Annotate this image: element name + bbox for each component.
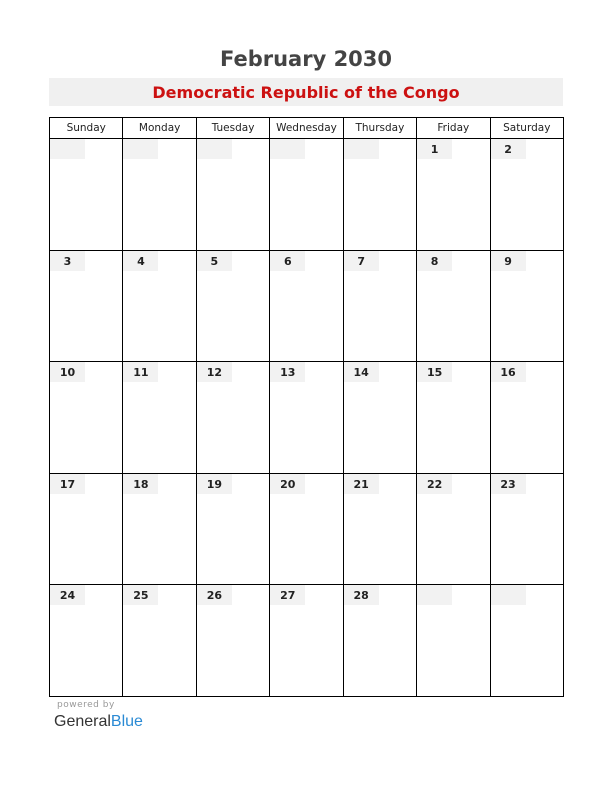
day-cell	[343, 139, 416, 251]
day-cell	[270, 362, 343, 474]
logo-general-text: General	[54, 713, 111, 730]
day-number	[50, 139, 85, 159]
weekday-thursday: Thursday	[343, 118, 416, 139]
day-cell	[50, 362, 123, 474]
day-number: 19	[197, 474, 232, 494]
day-cell	[343, 362, 416, 474]
day-cell	[50, 139, 123, 251]
country-banner: Democratic Republic of the Congo	[49, 78, 563, 106]
day-number: 7	[344, 251, 379, 271]
week-row	[50, 585, 564, 697]
generalblue-logo[interactable]	[54, 713, 143, 731]
day-cell	[50, 473, 123, 585]
day-cell	[270, 139, 343, 251]
day-number: 27	[270, 585, 305, 605]
day-number: 11	[123, 362, 158, 382]
logo-blue-text: Blue	[110, 713, 143, 730]
day-cell	[343, 585, 416, 697]
day-cell	[417, 362, 490, 474]
day-number: 10	[50, 362, 85, 382]
day-number	[344, 139, 379, 159]
weekday-friday: Friday	[417, 118, 490, 139]
weekday-saturday: Saturday	[490, 118, 563, 139]
weekday-header-row	[50, 118, 564, 139]
day-cell	[270, 473, 343, 585]
day-number: 28	[344, 585, 379, 605]
day-number: 6	[270, 251, 305, 271]
day-number: 2	[491, 139, 526, 159]
day-cell	[417, 139, 490, 251]
day-number: 3	[50, 251, 85, 271]
day-cell	[343, 250, 416, 362]
weekday-tuesday: Tuesday	[196, 118, 269, 139]
day-number: 17	[50, 474, 85, 494]
day-cell	[490, 362, 563, 474]
day-number: 1	[417, 139, 452, 159]
day-cell	[490, 473, 563, 585]
day-number	[270, 139, 305, 159]
weekday-sunday: Sunday	[50, 118, 123, 139]
day-cell	[196, 473, 269, 585]
day-number	[491, 585, 526, 605]
day-cell	[490, 585, 563, 697]
day-number: 25	[123, 585, 158, 605]
day-number: 8	[417, 251, 452, 271]
day-cell	[417, 585, 490, 697]
day-cell	[196, 139, 269, 251]
day-number: 12	[197, 362, 232, 382]
day-number: 18	[123, 474, 158, 494]
day-number: 15	[417, 362, 452, 382]
day-cell	[50, 585, 123, 697]
day-number: 4	[123, 251, 158, 271]
week-row	[50, 250, 564, 362]
powered-by-text: powered by	[57, 700, 115, 710]
day-cell	[123, 250, 196, 362]
day-number: 14	[344, 362, 379, 382]
day-number: 20	[270, 474, 305, 494]
day-number: 23	[491, 474, 526, 494]
day-cell	[270, 250, 343, 362]
day-number: 21	[344, 474, 379, 494]
day-cell	[196, 362, 269, 474]
day-number: 22	[417, 474, 452, 494]
week-row	[50, 362, 564, 474]
day-cell	[123, 362, 196, 474]
day-cell	[123, 473, 196, 585]
day-number: 5	[197, 251, 232, 271]
day-cell	[196, 250, 269, 362]
day-cell	[50, 250, 123, 362]
weekday-monday: Monday	[123, 118, 196, 139]
calendar-grid	[49, 117, 564, 697]
day-number: 13	[270, 362, 305, 382]
weekday-wednesday: Wednesday	[270, 118, 343, 139]
day-cell	[490, 250, 563, 362]
day-number: 26	[197, 585, 232, 605]
calendar-title: February 2030	[219, 47, 393, 71]
day-cell	[417, 250, 490, 362]
day-number	[417, 585, 452, 605]
day-cell	[123, 585, 196, 697]
week-row	[50, 139, 564, 251]
day-number	[197, 139, 232, 159]
day-cell	[123, 139, 196, 251]
day-cell	[343, 473, 416, 585]
day-cell	[270, 585, 343, 697]
day-cell	[417, 473, 490, 585]
day-number: 9	[491, 251, 526, 271]
day-number	[123, 139, 158, 159]
day-number: 16	[491, 362, 526, 382]
day-number: 24	[50, 585, 85, 605]
day-cell	[196, 585, 269, 697]
day-cell	[490, 139, 563, 251]
week-row	[50, 473, 564, 585]
